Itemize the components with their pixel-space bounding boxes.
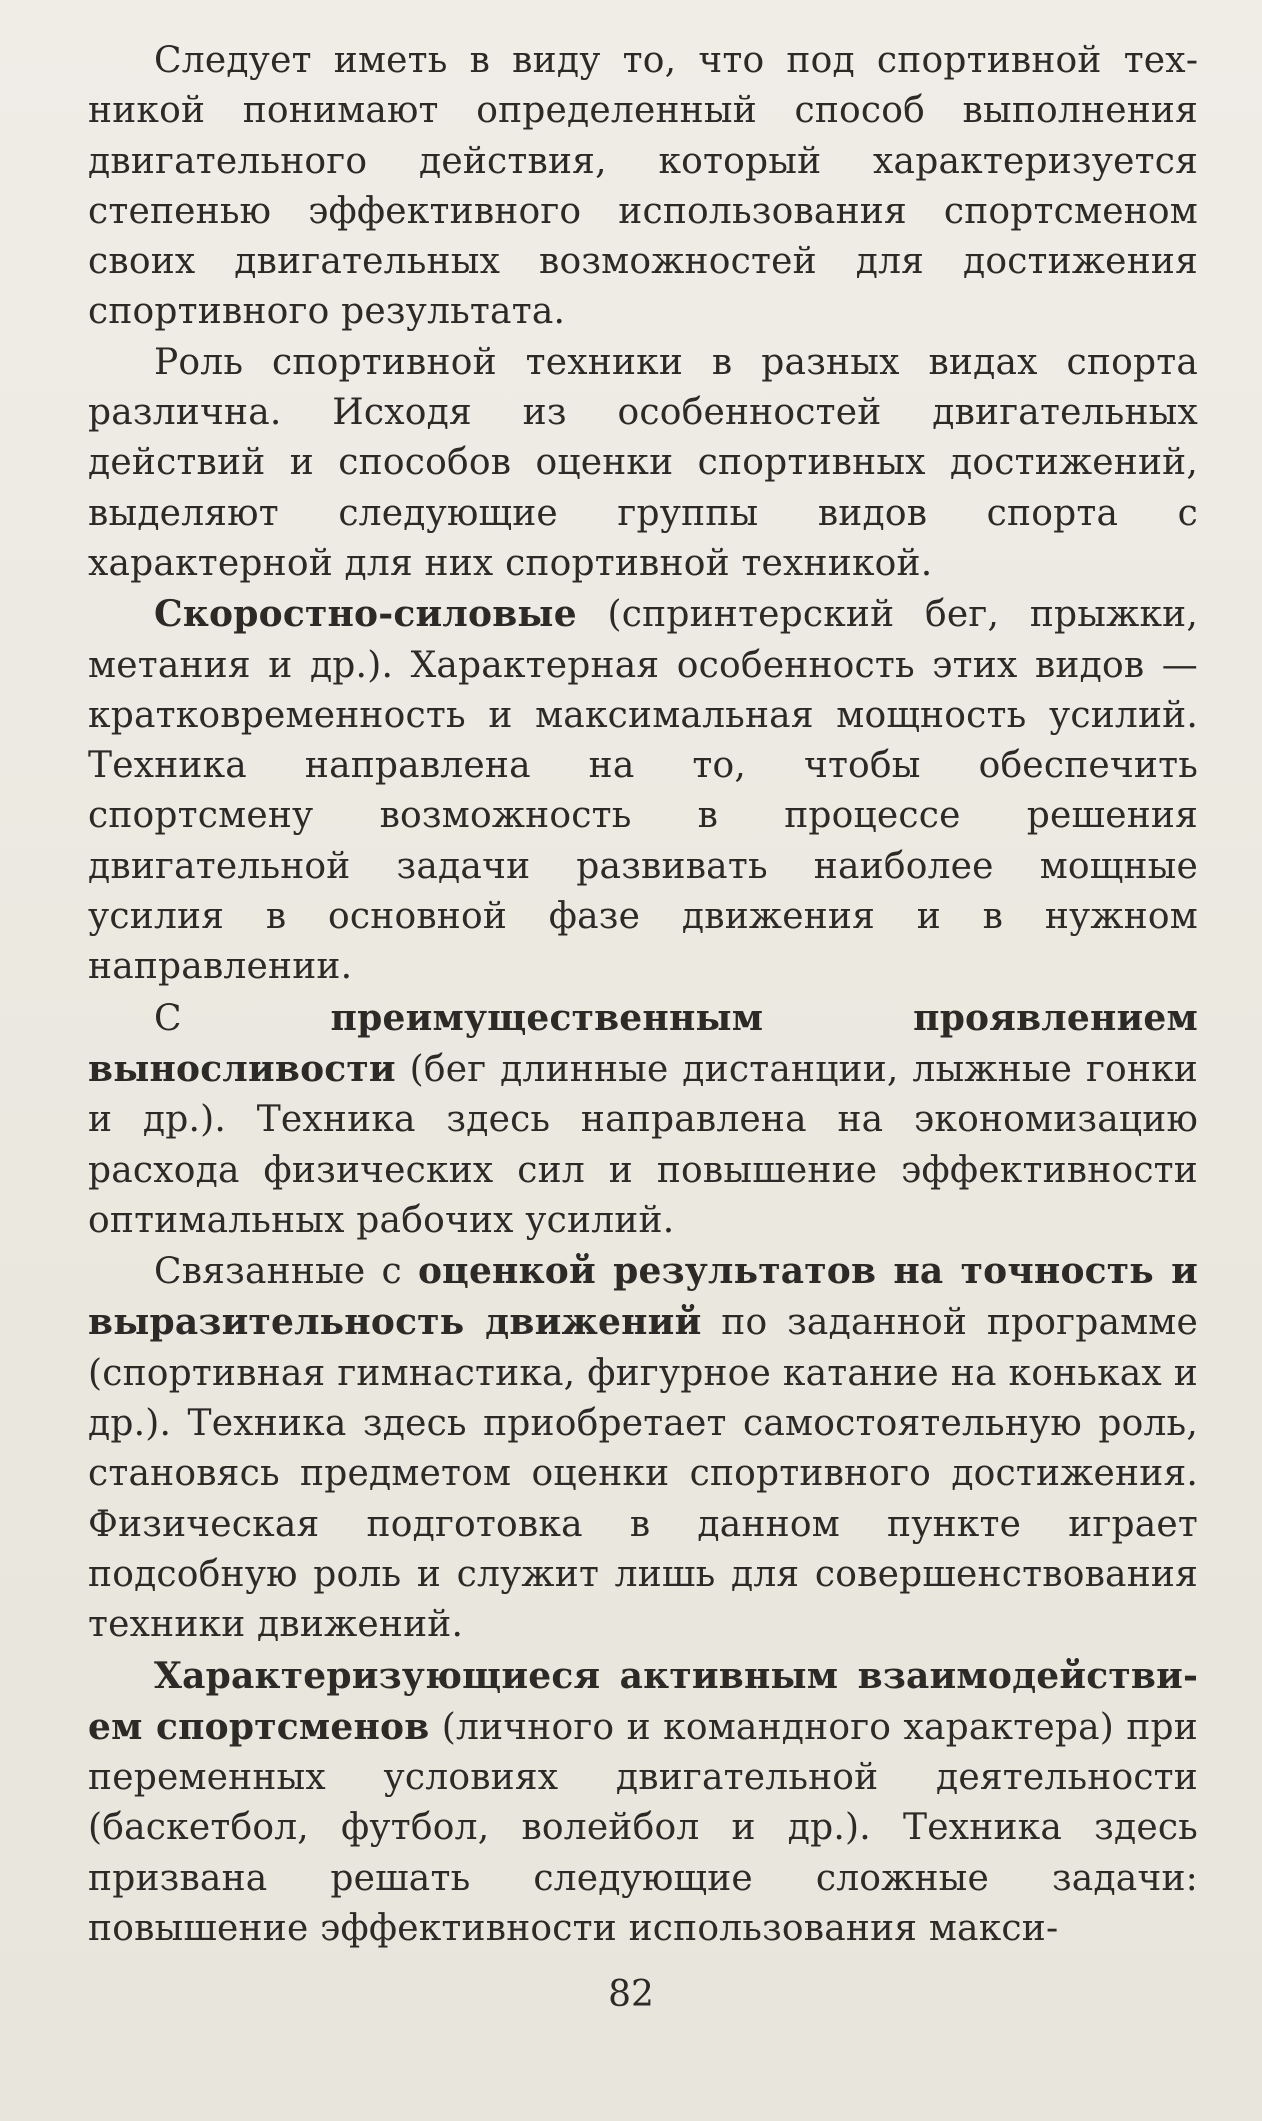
- bold-term: оценкой результатов на точность и выразительность движений: [88, 1250, 1199, 1344]
- bold-term: Скоростно-силовые: [154, 593, 577, 636]
- body-text: [88, 36, 1198, 1954]
- text-run: по заданной программе (спортивная гимнастика, фигурное катание на коньках и др.). Техника здесь приобретает самостоятельную роль, становясь предметом оценки спортивного достижения. Физическая подготовка в данном пункте играет подсобную роль и служит лишь для совершенствования техники движений.: [88, 1302, 1199, 1646]
- text-run: Роль спортивной техники в разных видах спорта различна. Исходя из особенностей двигательных действий и способов оценки спортивных достижений, выделяют следующие группы видов спорта с характерной для них спортивной техникой.: [88, 341, 1198, 584]
- text-run: (спринтерский бег, прыжки, метания и др.). Характерная особенность этих видов — кратковременность и максимальная мощность усилий. Техника направлена на то, чтобы обеспечить спортсмену возможность в процессе решения двигательной задачи развивать наиболее мощные усилия в основной фазе движения и в нужном направлении.: [88, 594, 1198, 988]
- paragraph-3: [88, 589, 1198, 992]
- bold-term: Характеризующиеся активным взаимодействием спортсменов: [88, 1654, 1198, 1748]
- text-run: (личного и командного характера) при переменных условиях двигательной деятельности (баскетбол, футбол, волейбол и др.). Техника здесь призвана решать следующие сложные задачи: повышение эффективности использования макси-: [88, 1706, 1198, 1949]
- paragraph-2: [88, 338, 1198, 589]
- paragraph-4: [88, 993, 1198, 1246]
- bold-term: преимущественным проявлением выносливости: [88, 996, 1198, 1090]
- page-number: 82: [608, 1974, 654, 2015]
- paragraph-6: [88, 1651, 1198, 1955]
- paragraph-5: [88, 1246, 1198, 1650]
- text-run: С: [154, 997, 331, 1039]
- text-run: Связанные с: [154, 1251, 418, 1293]
- text-run: (бег длинные дистанции, лыжные гонки и др.). Техника здесь направлена на экономизацию расхода физических сил и повышение эффективности оптимальных рабочих усилий.: [88, 1048, 1198, 1241]
- text-run: Следует иметь в виду то, что под спортивной техникой понимают определенный способ выполнения двигательного действия, который характеризуется степенью эффективного использования спортсменом своих двигательных возможностей для достижения спортивного результата.: [88, 40, 1198, 333]
- paragraph-1: [88, 36, 1198, 338]
